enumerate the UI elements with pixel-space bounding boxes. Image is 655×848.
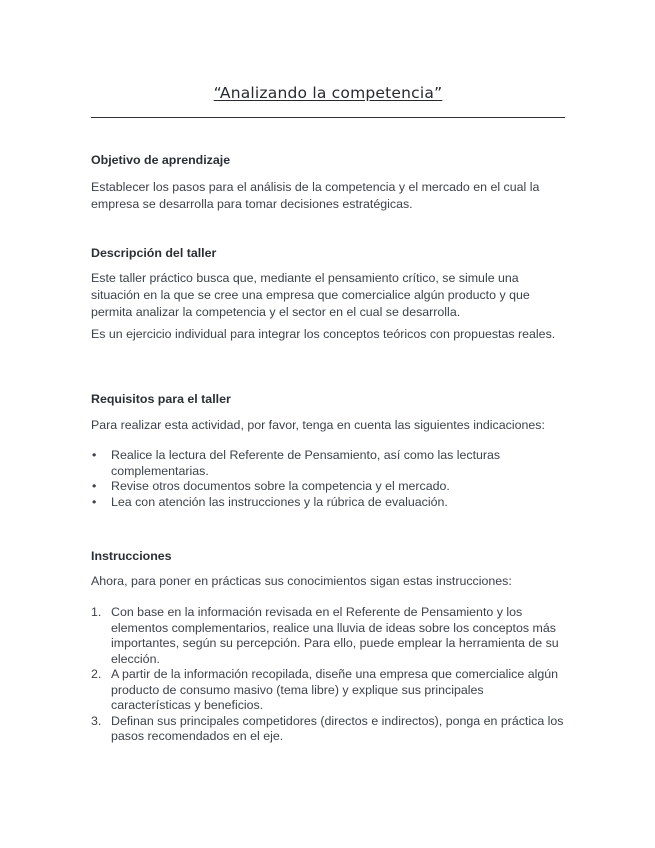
- number-marker: 2.: [91, 667, 102, 681]
- descripcion-heading: Descripción del taller: [91, 246, 217, 260]
- list-item: [91, 667, 565, 714]
- descripcion-paragraph-2: Es un ejercicio individual para integrar los conceptos teóricos con propuestas reales.: [91, 327, 556, 341]
- descripcion-paragraph-1: Este taller práctico busca que, mediante el pensamiento crítico, se simule una situación en la que se cree una empresa que comercialice algún producto y que permita analizar la competencia y el sector en el cual se desarrolla.: [91, 271, 530, 319]
- list-item-text: Con base en la información revisada en el Referente de Pensamiento y los elementos complementarios, realice una lluvia de ideas sobre los conceptos más importantes, según su percepción. Para ello, puede emplear la herramienta de su elección.: [111, 605, 559, 666]
- list-item-text: Definan sus principales competidores (directos e indirectos), ponga en práctica los pasos recomendados en el eje.: [111, 713, 564, 743]
- objetivo-paragraph: Establecer los pasos para el análisis de la competencia y el mercado en el cual la empresa se desarrolla para tomar decisiones estratégicas.: [91, 180, 540, 211]
- number-marker: 1.: [91, 605, 102, 619]
- document-title: “Analizando la competencia”: [213, 84, 443, 102]
- requisitos-heading: Requisitos para el taller: [91, 392, 231, 406]
- bullet-marker: •: [92, 494, 97, 509]
- list-item-text: Realice la lectura del Referente de Pensamiento, así como las lecturas complementarias.: [111, 448, 501, 478]
- title-divider: [91, 117, 565, 118]
- requisitos-list: [91, 448, 565, 510]
- list-item: [91, 605, 565, 667]
- instrucciones-list: [91, 605, 565, 745]
- requisitos-intro: Para realizar esta actividad, por favor, tenga en cuenta las siguientes indicaciones:: [91, 418, 545, 432]
- instrucciones-heading: Instrucciones: [91, 549, 172, 563]
- bullet-marker: •: [92, 479, 97, 493]
- objetivo-heading: Objetivo de aprendizaje: [91, 153, 231, 167]
- list-item-text: A partir de la información recopilada, diseñe una empresa que comercialice algún producto de consumo masivo (tema libre) y explique sus principales características y beneficios.: [111, 667, 559, 712]
- list-item-text: Revise otros documentos sobre la competencia y el mercado.: [111, 479, 450, 493]
- list-item-text: Lea con atención las instrucciones y la rúbrica de evaluación.: [111, 494, 448, 509]
- list-item: [91, 448, 565, 479]
- list-item: [91, 714, 565, 745]
- number-marker: 3.: [91, 713, 102, 728]
- bullet-marker: •: [92, 448, 97, 462]
- list-item: [91, 479, 565, 495]
- list-item: [91, 495, 565, 511]
- instrucciones-intro: Ahora, para poner en prácticas sus conocimientos sigan estas instrucciones:: [91, 574, 512, 588]
